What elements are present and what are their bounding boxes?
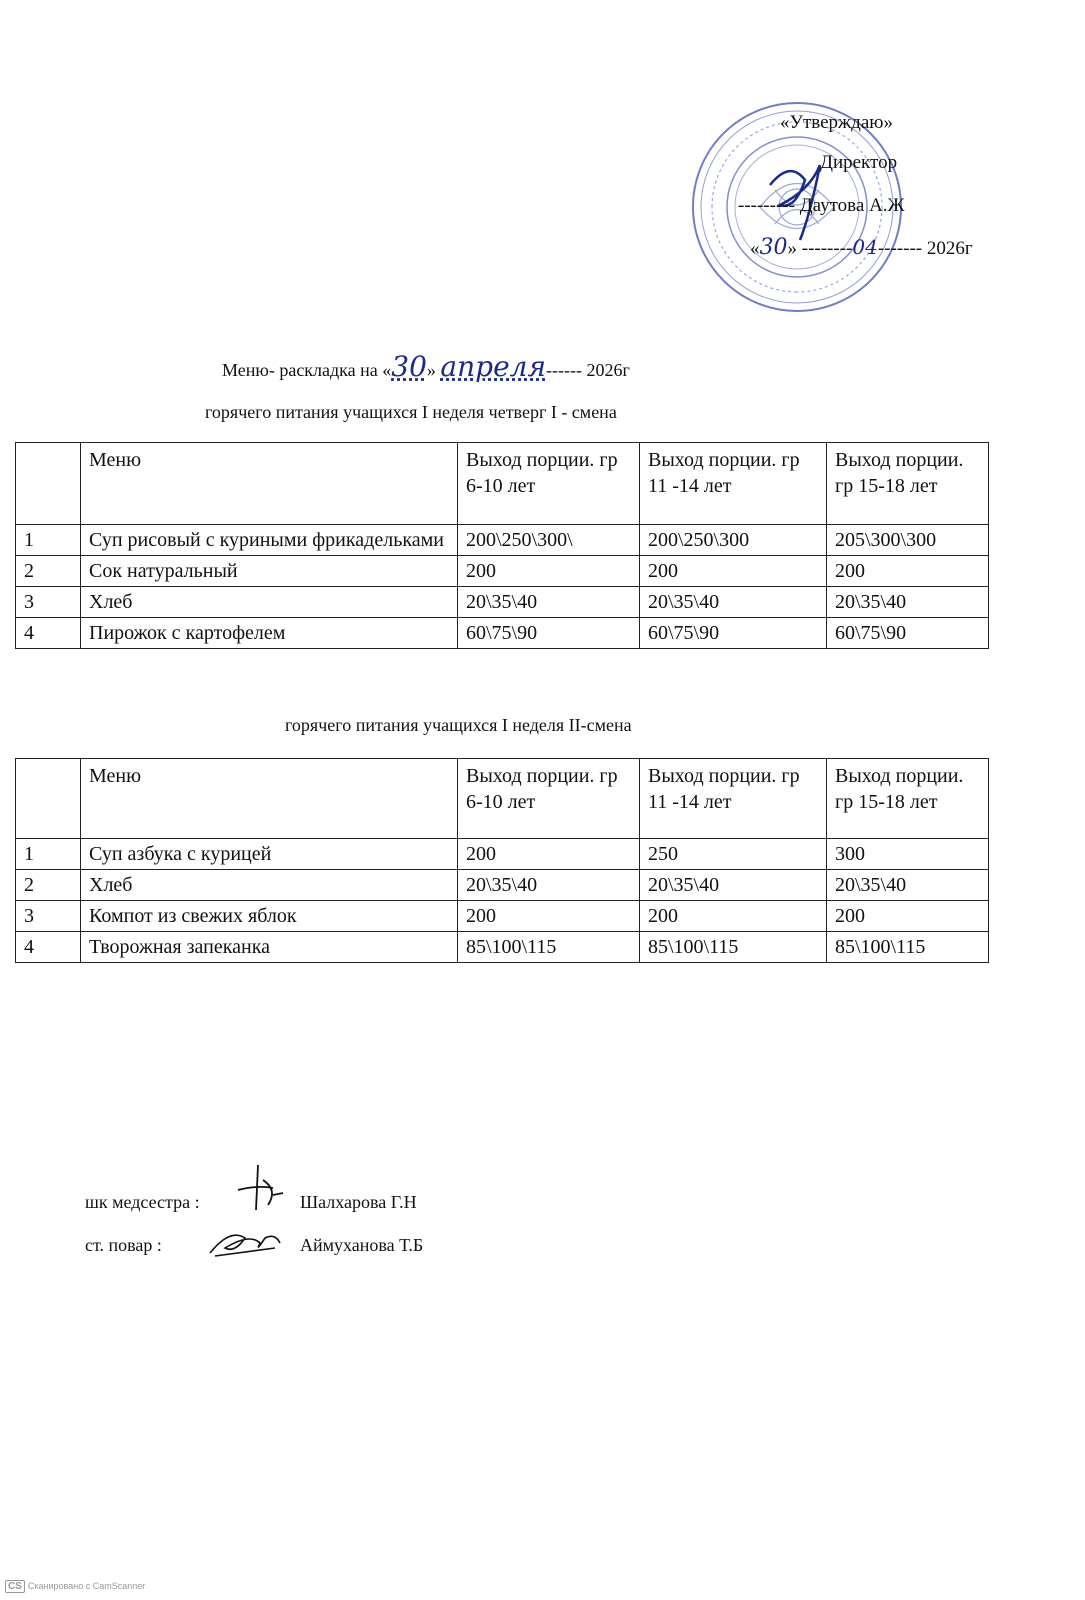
- table-row: [16, 932, 989, 963]
- table-row: [16, 901, 989, 932]
- header-group2: Выход порции. гр 11 -14 лет: [640, 443, 827, 525]
- table-row: [16, 556, 989, 587]
- shift1-subtitle: горячего питания учащихся I неделя четверг I - смена: [205, 402, 617, 422]
- portion-g3: 20\35\40: [827, 870, 989, 901]
- portion-g2: 200: [640, 556, 827, 587]
- portion-g1: 85\100\115: [458, 932, 640, 963]
- shift1-menu-table: [15, 442, 989, 649]
- dish-name: Творожная запеканка: [81, 932, 458, 963]
- portion-g2: 200: [640, 901, 827, 932]
- row-number: 3: [16, 587, 81, 618]
- title-suffix: ------ 2026г: [546, 360, 630, 380]
- header-group1: Выход порции. гр 6-10 лет: [458, 759, 640, 839]
- shift2-subtitle: горячего питания учащихся I неделя II-смена: [285, 715, 632, 735]
- portion-g2: 250: [640, 839, 827, 870]
- portion-g2: 20\35\40: [640, 870, 827, 901]
- nurse-role: шк медсестра :: [85, 1192, 200, 1212]
- portion-g3: 60\75\90: [827, 618, 989, 649]
- row-number: 1: [16, 839, 81, 870]
- portion-g3: 20\35\40: [827, 587, 989, 618]
- title-month: апреля: [440, 350, 547, 383]
- header-menu: Меню: [81, 443, 458, 525]
- header-menu: Меню: [81, 759, 458, 839]
- approval-date-mid: » --------: [787, 238, 853, 259]
- portion-g2: 85\100\115: [640, 932, 827, 963]
- portion-g1: 20\35\40: [458, 587, 640, 618]
- table-row: [16, 525, 989, 556]
- approval-date: [750, 235, 973, 260]
- portion-g3: 200: [827, 901, 989, 932]
- row-number: 4: [16, 932, 81, 963]
- table-row: [16, 618, 989, 649]
- portion-g2: 60\75\90: [640, 618, 827, 649]
- scanner-watermark: [5, 1580, 145, 1593]
- row-number: 4: [16, 618, 81, 649]
- portion-g1: 200: [458, 901, 640, 932]
- header-group1: Выход порции. гр 6-10 лет: [458, 443, 640, 525]
- approval-day: 30: [759, 235, 788, 260]
- approval-date-open: «: [750, 238, 760, 259]
- scanner-text: Сканировано с CamScanner: [27, 1581, 146, 1591]
- dish-name: Хлеб: [81, 587, 458, 618]
- portion-g2: 200\250\300: [640, 525, 827, 556]
- approval-block: [690, 100, 1010, 330]
- title-mid: »: [426, 360, 441, 380]
- header-group2: Выход порции. гр 11 -14 лет: [640, 759, 827, 839]
- header-number: [16, 759, 81, 839]
- row-number: 3: [16, 901, 81, 932]
- row-number: 2: [16, 870, 81, 901]
- dish-name: Суп рисовый с куриными фрикадельками: [81, 525, 458, 556]
- dish-name: Хлеб: [81, 870, 458, 901]
- approval-date-end: ------- 2026г: [877, 238, 973, 259]
- table-row: [16, 839, 989, 870]
- approval-position: Директор: [820, 152, 898, 173]
- portion-g1: 200: [458, 839, 640, 870]
- approval-approve-label: «Утверждаю»: [780, 112, 893, 133]
- cook-signature: [205, 1218, 285, 1263]
- portion-g1: 200: [458, 556, 640, 587]
- dish-name: Компот из свежих яблок: [81, 901, 458, 932]
- portion-g3: 300: [827, 839, 989, 870]
- cook-role: ст. повар :: [85, 1235, 162, 1255]
- cook-name: Аймуханова Т.Б: [300, 1235, 424, 1255]
- title-day: 30: [391, 350, 427, 383]
- nurse-signature: [228, 1160, 288, 1215]
- portion-g1: 20\35\40: [458, 870, 640, 901]
- portion-g2: 20\35\40: [640, 587, 827, 618]
- header-group3: Выход порции. гр 15-18 лет: [827, 443, 989, 525]
- portion-g3: 205\300\300: [827, 525, 989, 556]
- nurse-name: Шалхарова Г.Н: [300, 1192, 417, 1212]
- shift1-header-row: [16, 443, 989, 525]
- portion-g3: 200: [827, 556, 989, 587]
- approval-director-name: --------- Даутова А.Ж: [738, 195, 905, 216]
- document-title: [222, 350, 630, 383]
- portion-g3: 85\100\115: [827, 932, 989, 963]
- dish-name: Пирожок с картофелем: [81, 618, 458, 649]
- dish-name: Суп азбука с курицей: [81, 839, 458, 870]
- row-number: 2: [16, 556, 81, 587]
- table-row: [16, 870, 989, 901]
- table-row: [16, 587, 989, 618]
- camscanner-logo-icon: CS: [5, 1580, 25, 1593]
- dish-name: Сок натуральный: [81, 556, 458, 587]
- header-number: [16, 443, 81, 525]
- shift2-menu-table: [15, 758, 989, 963]
- shift2-header-row: [16, 759, 989, 839]
- header-group3: Выход порции. гр 15-18 лет: [827, 759, 989, 839]
- portion-g1: 60\75\90: [458, 618, 640, 649]
- portion-g1: 200\250\300\: [458, 525, 640, 556]
- approval-month: 04: [852, 235, 878, 259]
- row-number: 1: [16, 525, 81, 556]
- title-prefix: Меню- раскладка на «: [222, 360, 392, 380]
